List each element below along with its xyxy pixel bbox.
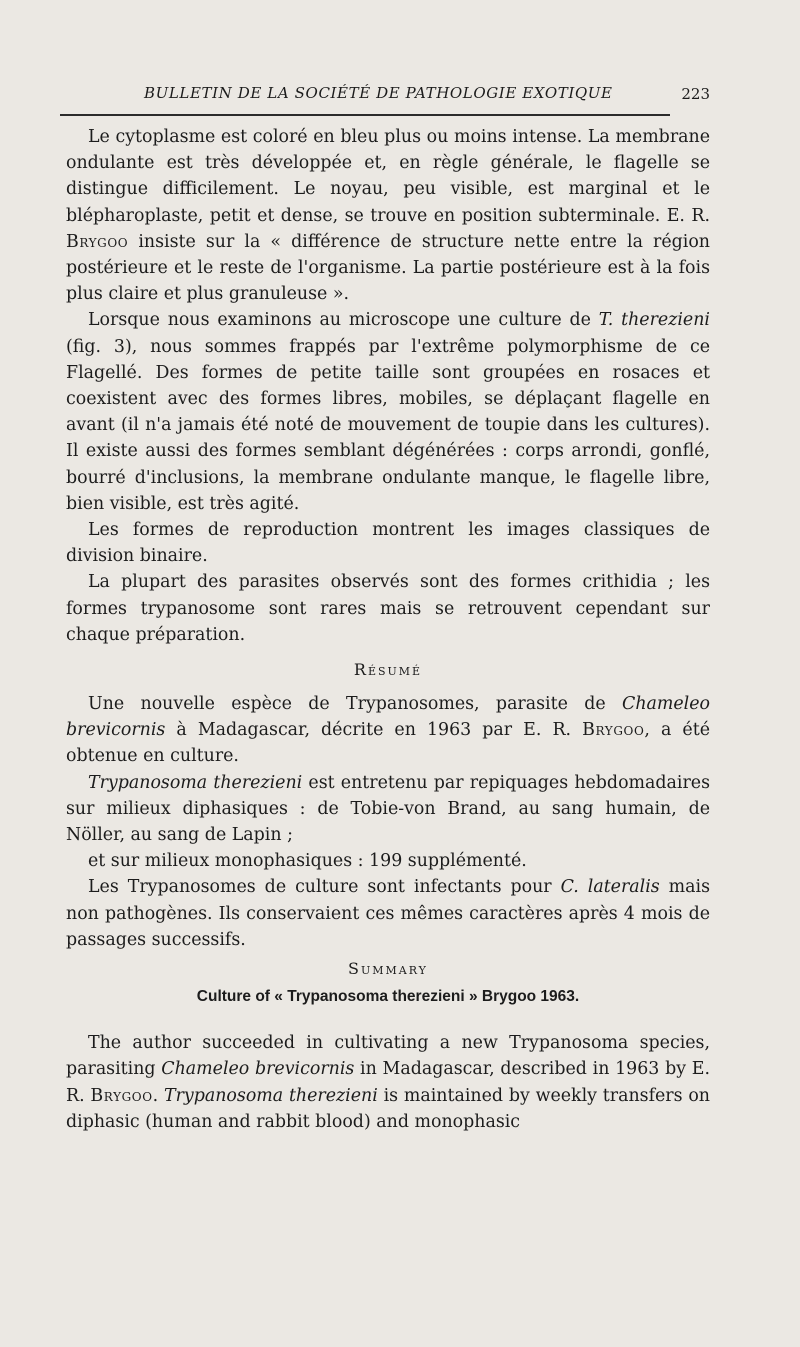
resume-paragraph-3: et sur milieux monophasiques : 199 supplémenté.: [88, 851, 527, 872]
paragraph-text: insiste sur la « différence de structure nette entre la région postérieure et le reste de l'organisme. La partie postérieure est à la fois plus claire et plus granuleuse ».: [66, 231, 710, 305]
paragraph-text: Lorsque nous examinons au microscope une culture de: [88, 310, 599, 331]
paragraph-culture-observation: [66, 307, 710, 517]
paragraph-text: .: [152, 1085, 164, 1106]
paragraph-text: à Madagascar, décrite en 1963 par E. R.: [165, 720, 583, 741]
species-name: Trypanosoma therezieni: [88, 772, 303, 793]
paragraph-text: Les Trypanosomes de culture sont infectants pour: [88, 877, 561, 898]
summary-paragraph-1: [66, 1030, 710, 1135]
paragraph-text: is maintained by weekly transfers on diphasic (human and rabbit blood) and monophasic: [66, 1085, 710, 1132]
paragraph-parasite-forms: La plupart des parasites observés sont des formes crithidia ; les formes trypanosome sont rares mais se retrouvent cependant sur chaque préparation.: [66, 572, 710, 645]
author-name: Brygoo: [582, 720, 645, 741]
paragraph-text: , a été obtenue en culture.: [66, 720, 710, 767]
host-name: Chameleo brevicornis: [161, 1059, 355, 1080]
author-name: Brygoo: [66, 231, 129, 252]
paragraph-text: in Madagascar, described in 1963 by E. R.: [66, 1059, 710, 1106]
resume-paragraph-4: [66, 874, 710, 953]
host-name: Chameleo brevicornis: [66, 694, 710, 741]
running-title: BULLETIN DE LA SOCIÉTÉ DE PATHOLOGIE EXOTIQUE: [144, 84, 613, 102]
paragraph-text: Une nouvelle espèce de Trypanosomes, parasite de: [88, 694, 623, 715]
resume-paragraph-1: [66, 691, 710, 770]
paragraph-text: mais non pathogènes. Ils conservaient ces mêmes caractères après 4 mois de passages successifs.: [66, 877, 711, 950]
species-name: C. lateralis: [560, 877, 660, 898]
paragraph-text: The author succeeded in cultivating a new Trypanosoma species, parasiting: [66, 1033, 710, 1080]
page-content: [66, 124, 710, 1135]
paragraph-text: est entretenu par repiquages hebdomadaires sur milieux diphasiques : de Tobie-von Brand, au sang humain, de Nöller, au sang de Lapin ;: [66, 772, 710, 846]
species-name: T. therezieni: [598, 310, 710, 331]
author-name: Brygoo: [90, 1085, 153, 1106]
summary-subtitle: Culture of « Trypanosoma therezieni » Brygoo 1963.: [196, 988, 580, 1006]
paragraph-text: (fig. 3), nous sommes frappés par l'extrême polymorphisme de ce Flagellé. Des formes de petite taille sont groupées en rosaces et coexistent avec des formes libres, mobiles, se déplaçant flagelle en avant (il n'a jamais été noté de mouvement de toupie dans les cultures). Il existe aussi des formes semblant dégénérées : corps arrondi, gonflé, bourré d'inclusions, la membrane ondulante manque, le flagelle libre, bien visible, est très agité.: [66, 336, 710, 514]
species-name: Trypanosoma therezieni: [163, 1085, 378, 1106]
paragraph-cytoplasm: [66, 124, 710, 307]
paragraph-reproduction: Les formes de reproduction montrent les images classiques de division binaire.: [66, 520, 710, 567]
paragraph-text: Le cytoplasme est coloré en bleu plus ou moins intense. La membrane ondulante est très développée et, en règle générale, le flagelle se distingue difficilement. Le noyau, peu visible, est marginal et le blépharoplaste, petit et dense, se trouve en position subterminale. E. R.: [66, 127, 710, 226]
page-number: 223: [681, 85, 710, 103]
resume-paragraph-2: [66, 770, 710, 849]
page-header: [60, 84, 710, 110]
summary-title: Summary: [348, 959, 428, 979]
resume-title: Résumé: [353, 660, 423, 680]
header-rule: [60, 114, 670, 116]
